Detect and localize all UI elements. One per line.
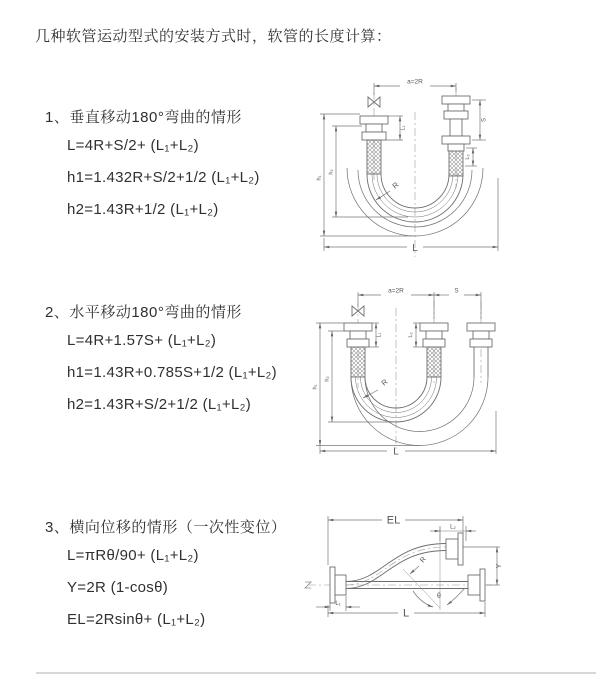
braided-hose-right	[449, 151, 463, 176]
section-2-formula-h1: h1=1.43R+0.785S+1/2 (L₁+L₂)	[67, 364, 277, 381]
braided-hose-left	[351, 347, 365, 377]
dim-label-h2: h₂	[328, 169, 335, 175]
dim-label-l1: L₁	[400, 125, 407, 131]
section-1-formula-h1: h1=1.432R+S/2+1/2 (L₁+L₂)	[67, 169, 260, 186]
dim-label-y: Y	[496, 563, 503, 569]
construction-lines	[305, 527, 440, 610]
radius-label: R	[379, 377, 390, 388]
section-1-formula-h2: h2=1.43R+1/2 (L₁+L₂)	[67, 201, 219, 218]
section-1-heading: 1、垂直移动180°弯曲的情形	[45, 109, 242, 126]
section-3-formula-l: L=πRθ/90+ (L₁+L₂)	[67, 547, 199, 564]
section-2-formula-h2: h2=1.43R+S/2+1/2 (L₁+L₂)	[67, 396, 252, 413]
scan-edge-line	[36, 672, 596, 674]
radius-label: R	[390, 180, 401, 191]
fittings	[330, 533, 485, 603]
fittings	[344, 323, 495, 377]
length-label: L	[402, 607, 410, 620]
section-2-formula-l: L=4R+1.57S+ (L₁+L₂)	[67, 332, 217, 349]
centerlines	[358, 301, 481, 451]
page-title: 几种软管运动型式的安装方式时，软管的长度计算：	[35, 28, 392, 45]
dim-label-l2: L₂	[465, 154, 471, 160]
dimension-lines	[320, 83, 498, 251]
right-flange-original	[480, 569, 485, 601]
dim-label-h1: h₁	[316, 175, 323, 181]
section-3-formula-y: Y=2R (1-cosθ)	[67, 579, 169, 596]
dim-label-s: S	[481, 117, 488, 123]
diagram-vertical-180-bend	[310, 70, 595, 260]
length-label: L	[393, 446, 399, 458]
braided-hose-left	[367, 140, 381, 174]
dim-label-el: EL	[386, 514, 401, 527]
dim-label-h1: h₁	[312, 384, 319, 390]
dim-label-a2r: a=2R	[388, 287, 404, 295]
length-label: L	[412, 243, 418, 254]
dim-label-l1: L₁	[335, 601, 341, 607]
hose-curves	[351, 347, 488, 446]
dim-label-l2: L₂	[450, 524, 456, 531]
dim-label-l2: L₂	[408, 332, 414, 338]
dimension-lines	[316, 516, 500, 617]
section-3-formula-el: EL=2Rsinθ+ (L₁+L₂)	[67, 611, 206, 628]
diagram-lateral-displacement	[300, 495, 600, 655]
right-fitting	[442, 96, 470, 176]
radius-label: R	[419, 555, 428, 565]
diagram-horizontal-180-bend	[310, 283, 600, 458]
section-1-formula-l: L=4R+S/2+ (L₁+L₂)	[67, 137, 199, 154]
left-flange	[330, 567, 335, 603]
section-2-heading: 2、水平移动180°弯曲的情形	[45, 304, 242, 321]
dim-label-s: S	[454, 288, 459, 295]
section-3-heading: 3、横向位移的情形（一次性变位）	[45, 519, 287, 536]
braided-hose-middle	[427, 347, 441, 377]
right-flange-displaced	[458, 533, 463, 565]
dim-label-h2: h₂	[324, 376, 331, 382]
left-fitting	[360, 116, 388, 174]
dim-label-l1: L₁	[376, 332, 383, 338]
dim-label-a2r: a=2R	[407, 78, 423, 86]
angle-label: θ	[437, 593, 441, 600]
